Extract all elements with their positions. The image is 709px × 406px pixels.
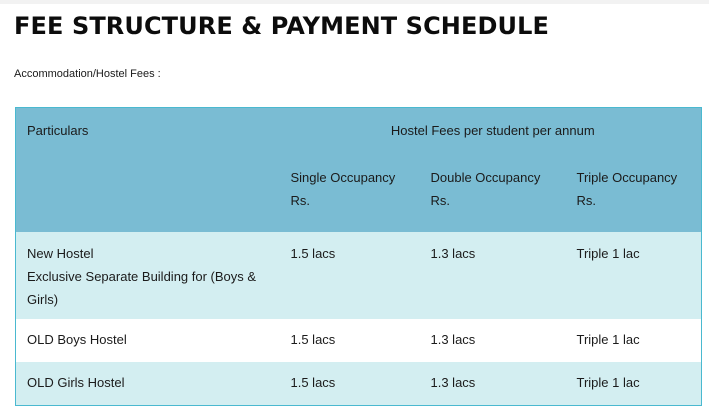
triple-fee-cell: Triple 1 lac <box>576 332 640 347</box>
hostel-name-cell <box>16 232 280 319</box>
hostel-name-cell: OLD Boys Hostel <box>27 332 127 347</box>
hostel-name: New Hostel <box>27 246 94 261</box>
single-fee-cell: 1.5 lacs <box>290 332 336 347</box>
table-subheader-row <box>16 163 702 232</box>
table-row <box>16 232 702 319</box>
section-subtitle: Accommodation/Hostel Fees : <box>14 68 161 80</box>
triple-occupancy-header: Triple Occupancy Rs. <box>576 170 678 208</box>
table-row <box>16 362 702 406</box>
double-fee-cell: 1.3 lacs <box>430 375 476 390</box>
table-row <box>16 319 702 362</box>
fees-group-header: Hostel Fees per student per annum <box>390 123 595 138</box>
top-divider <box>0 0 709 4</box>
hostel-description: Exclusive Separate Building for (Boys & Girls) <box>27 269 257 307</box>
single-occupancy-header: Single Occupancy Rs. <box>290 170 396 208</box>
hostel-fees-table <box>15 107 702 406</box>
double-fee-cell: 1.3 lacs <box>430 246 476 261</box>
triple-fee-cell: Triple 1 lac <box>576 246 640 261</box>
single-fee-cell: 1.5 lacs <box>290 246 336 261</box>
single-fee-cell: 1.5 lacs <box>290 375 336 390</box>
triple-fee-cell: Triple 1 lac <box>576 375 640 390</box>
particulars-header: Particulars <box>27 123 89 138</box>
hostel-name-cell: OLD Girls Hostel <box>27 375 125 390</box>
empty-header-cell <box>16 163 280 232</box>
page-title: FEE STRUCTURE & PAYMENT SCHEDULE <box>14 12 549 40</box>
double-occupancy-header: Double Occupancy Rs. <box>430 170 541 208</box>
table-header-row <box>16 108 702 164</box>
double-fee-cell: 1.3 lacs <box>430 332 476 347</box>
